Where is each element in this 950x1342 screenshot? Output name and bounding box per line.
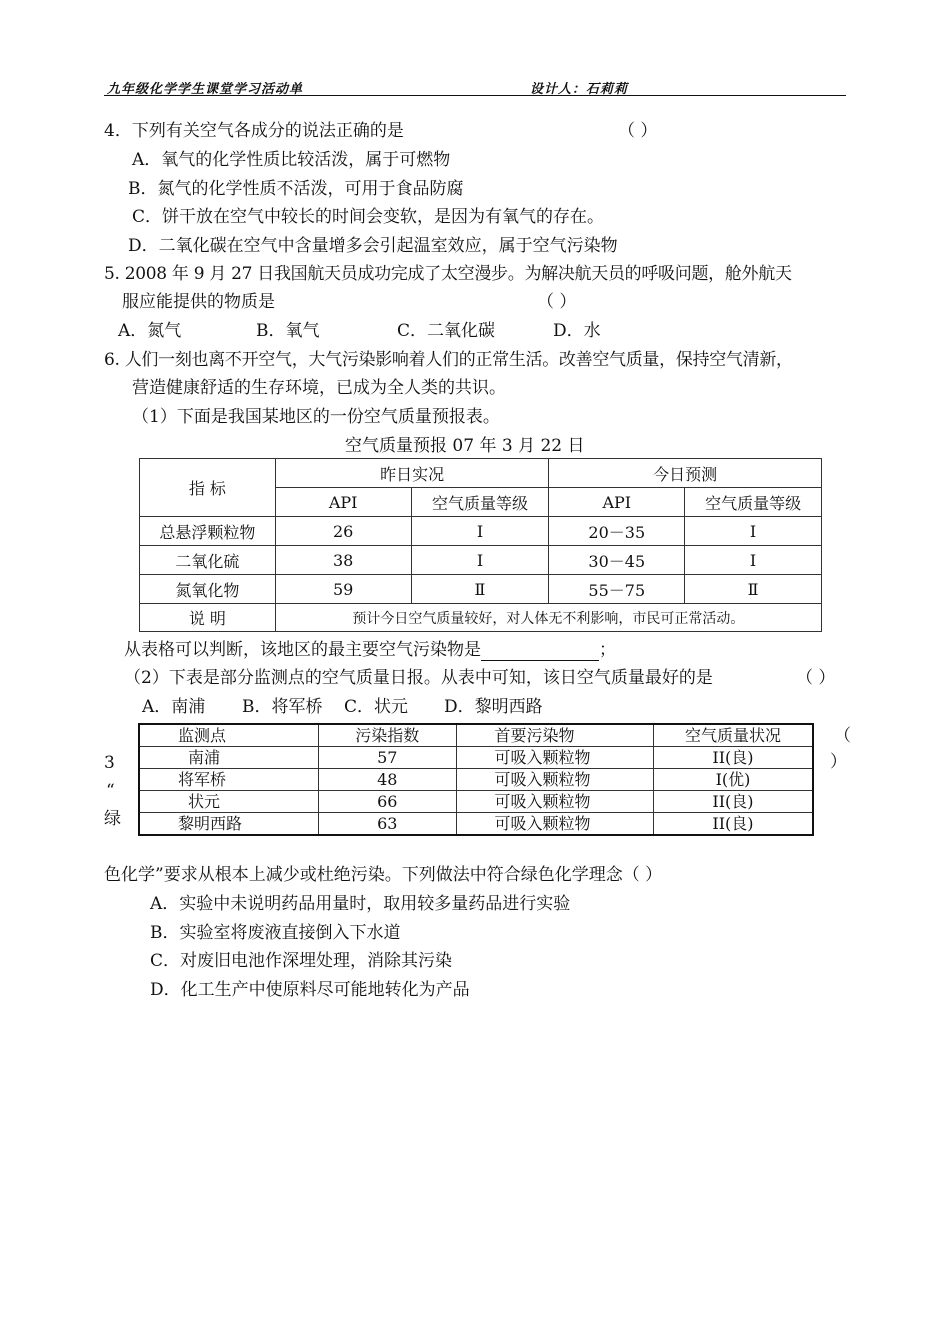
site: 状元: [139, 791, 319, 813]
row-name: 氮氧化物: [140, 575, 276, 604]
status: II(良): [653, 747, 813, 769]
q4-option-c: C．饼干放在空气中较长的时间会变软，是因为有氧气的存在。: [132, 207, 605, 227]
part1-end: ；: [599, 640, 616, 660]
table1-title: 空气质量预报 07 年 3 月 22 日: [345, 436, 585, 456]
group-yesterday: 昨日实况: [275, 459, 549, 488]
pollutant: 可吸入颗粒物: [456, 813, 653, 836]
index: 48: [319, 769, 457, 791]
api-yesterday: 59: [275, 575, 411, 604]
index: 57: [319, 747, 457, 769]
status: II(良): [653, 791, 813, 813]
grade-yesterday: Ⅱ: [411, 575, 549, 604]
api-today: 55－75: [549, 575, 685, 604]
group-today: 今日预测: [549, 459, 822, 488]
q5-option-b: B．氧气: [256, 321, 320, 341]
index: 66: [319, 791, 457, 813]
part2-option-b: B．将军桥: [242, 697, 323, 717]
row-name: 总悬浮颗粒物: [140, 517, 276, 546]
header-status: 空气质量状况: [653, 724, 813, 747]
header-pollutant: 首要污染物: [456, 724, 653, 747]
pollutant: 可吸入颗粒物: [456, 769, 653, 791]
table-row: [139, 747, 813, 769]
q4-bracket: （ ）: [618, 121, 658, 141]
q5-option-d: D．水: [553, 321, 601, 341]
q6-line1: 6. 人们一刻也离不开空气，大气污染影响着人们的正常生活。改善空气质量，保持空气清新，: [104, 350, 793, 370]
part2-question: （2）下表是部分监测点的空气质量日报。从表中可知，该日空气质量最好的是: [124, 668, 713, 688]
sub-api-yesterday: API: [275, 488, 411, 517]
q6-line2: 营造健康舒适的生存环境，已成为全人类的共识。: [132, 378, 506, 398]
answer-blank[interactable]: [481, 642, 599, 661]
header-index: 污染指数: [319, 724, 457, 747]
site: 南浦: [139, 747, 319, 769]
q4-stem: 4．下列有关空气各成分的说法正确的是: [104, 121, 404, 141]
table-row: [139, 813, 813, 836]
q4-option-a: A．氧气的化学性质比较活泼，属于可燃物: [132, 150, 451, 170]
part1-question-text: 从表格可以判断，该地区的最主要空气污染物是: [124, 640, 481, 660]
q3-side-number: 3: [104, 753, 115, 773]
sub-grade-today: 空气质量等级: [685, 488, 822, 517]
q4-option-b: B．氮气的化学性质不活泼，可用于食品防腐: [128, 179, 464, 199]
part2-option-d: D．黎明西路: [444, 697, 543, 717]
q3-right-open: （: [834, 726, 851, 746]
pollutant: 可吸入颗粒物: [456, 791, 653, 813]
monitoring-daily-table: [138, 723, 814, 836]
part2-option-a: A．南浦: [142, 697, 206, 717]
site: 将军桥: [139, 769, 319, 791]
q5-option-a: A．氮气: [118, 321, 182, 341]
grade-today: Ⅰ: [685, 546, 822, 575]
q3-side-char: 绿: [104, 809, 121, 829]
grade-today: Ⅱ: [685, 575, 822, 604]
q4-option-d: D．二氧化碳在空气中含量增多会引起温室效应，属于空气污染物: [128, 236, 618, 256]
header-left: 九年级化学学生课堂学习活动单: [107, 82, 304, 97]
q5-line2: 服应能提供的物质是: [122, 292, 275, 312]
q6-part1-intro: （1）下面是我国某地区的一份空气质量预报表。: [132, 407, 500, 427]
api-today: 20－35: [549, 517, 685, 546]
q3-side-quote: “: [106, 781, 115, 801]
table-row: [140, 575, 822, 604]
grade-yesterday: Ⅰ: [411, 546, 549, 575]
status: II(良): [653, 813, 813, 836]
header-right: 设计人：石莉莉: [530, 82, 629, 97]
q3-option-d: D．化工生产中使原料尽可能地转化为产品: [150, 980, 470, 1000]
note-text: 预计今日空气质量较好，对人体无不利影响，市民可正常活动。: [275, 604, 821, 632]
q3-continuation: 色化学”要求从根本上减少或杜绝污染。下列做法中符合绿色化学理念（ ）: [104, 865, 663, 885]
status: I(优): [653, 769, 813, 791]
row-name: 二氧化硫: [140, 546, 276, 575]
table-row: [139, 791, 813, 813]
sub-grade-yesterday: 空气质量等级: [411, 488, 549, 517]
header-rule: [104, 95, 846, 96]
sub-api-today: API: [549, 488, 685, 517]
air-quality-forecast-table: [139, 458, 822, 632]
index: 63: [319, 813, 457, 836]
q5-bracket: （ ）: [537, 292, 577, 312]
part1-question: [124, 639, 616, 661]
header-site: 监测点: [139, 724, 319, 747]
table-row: [139, 769, 813, 791]
api-today: 30－45: [549, 546, 685, 575]
q3-option-b: B．实验室将废液直接倒入下水道: [150, 923, 401, 943]
pollutant: 可吸入颗粒物: [456, 747, 653, 769]
api-yesterday: 38: [275, 546, 411, 575]
q5-line1: 5. 2008 年 9 月 27 日我国航天员成功完成了太空漫步。为解决航天员的呼吸问题，舱外航天: [104, 264, 792, 284]
note-label: 说 明: [140, 604, 276, 632]
part2-option-c: C．状元: [344, 697, 409, 717]
api-yesterday: 26: [275, 517, 411, 546]
grade-yesterday: Ⅰ: [411, 517, 549, 546]
part2-bracket: （ ）: [796, 668, 836, 688]
q3-option-c: C．对废旧电池作深埋处理，消除其污染: [150, 951, 453, 971]
table-row: [140, 517, 822, 546]
col-indicator: 指 标: [140, 459, 276, 517]
q3-option-a: A．实验中未说明药品用量时，取用较多量药品进行实验: [150, 894, 571, 914]
site: 黎明西路: [139, 813, 319, 836]
grade-today: Ⅰ: [685, 517, 822, 546]
table-row: [140, 546, 822, 575]
q5-option-c: C．二氧化碳: [397, 321, 496, 341]
q3-right-close: ）: [830, 752, 847, 772]
